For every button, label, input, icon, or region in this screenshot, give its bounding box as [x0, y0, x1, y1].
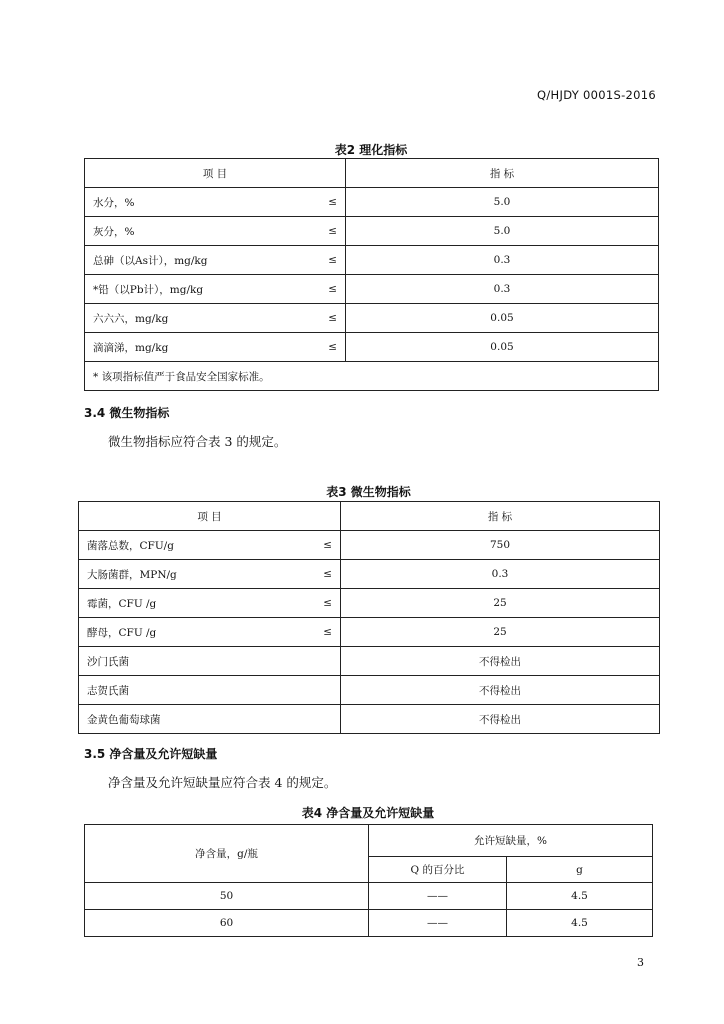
shortage-g: 4.5 — [507, 883, 653, 910]
col-header-index: 指 标 — [341, 502, 660, 531]
item-value: 0.3 — [341, 560, 660, 589]
item-name: 金黄色葡萄球菌 — [87, 713, 161, 726]
item-name: 滴滴涕，mg/kg — [93, 341, 169, 354]
item-value: 不得检出 — [341, 647, 660, 676]
item-value: 5.0 — [346, 188, 659, 217]
col-header-shortage: 允许短缺量，% — [369, 825, 653, 857]
item-name: *铅（以Pb计），mg/kg — [93, 283, 204, 296]
operator: ≤ — [323, 626, 332, 638]
table-header-row — [79, 502, 660, 531]
table-header-row — [85, 159, 659, 188]
table-note-row — [85, 362, 659, 391]
item-value: 25 — [341, 618, 660, 647]
table-row — [79, 676, 660, 705]
table-row — [85, 275, 659, 304]
item-value: 25 — [341, 589, 660, 618]
page-number: 3 — [637, 956, 644, 969]
section-text-3-4: 微生物指标应符合表 3 的规定。 — [108, 434, 287, 449]
col-header-q-percent: Q 的百分比 — [369, 857, 507, 883]
item-value: 不得检出 — [341, 676, 660, 705]
item-name: 大肠菌群，MPN/g — [87, 568, 177, 581]
table-row — [85, 217, 659, 246]
table2-caption: 表2 理化指标 — [334, 143, 408, 157]
section-text-3-5: 净含量及允许短缺量应符合表 4 的规定。 — [108, 775, 337, 790]
table4-caption: 表4 净含量及允许短缺量 — [301, 806, 435, 820]
table-row — [79, 705, 660, 734]
col-header-item: 项 目 — [79, 502, 341, 531]
table-row — [85, 246, 659, 275]
table-row — [79, 647, 660, 676]
item-value: 0.3 — [346, 275, 659, 304]
table3-caption: 表3 微生物指标 — [326, 485, 411, 499]
item-name: 总砷（以As计），mg/kg — [93, 254, 208, 267]
operator: ≤ — [328, 341, 337, 353]
table-row — [85, 333, 659, 362]
operator: ≤ — [328, 225, 337, 237]
col-header-item: 项 目 — [85, 159, 346, 188]
item-name: 菌落总数，CFU/g — [87, 539, 174, 552]
section-heading-3-4: 3.4 微生物指标 — [84, 406, 170, 420]
table-header-row — [85, 825, 653, 857]
item-name: 志贺氏菌 — [87, 684, 129, 697]
table-row — [79, 531, 660, 560]
q-percent: —— — [369, 910, 507, 937]
item-value: 750 — [341, 531, 660, 560]
document-code: Q/HJDY 0001S-2016 — [537, 88, 656, 102]
q-percent: —— — [369, 883, 507, 910]
col-header-net: 净含量，g/瓶 — [85, 825, 369, 883]
col-header-index: 指 标 — [346, 159, 659, 188]
operator: ≤ — [323, 539, 332, 551]
table3 — [78, 501, 660, 734]
table-row — [85, 883, 653, 910]
operator: ≤ — [323, 568, 332, 580]
net-content: 50 — [85, 883, 369, 910]
item-name: 酵母，CFU /g — [87, 626, 157, 639]
item-name: 灰分，% — [93, 225, 135, 238]
col-header-g: g — [507, 857, 653, 883]
table2 — [84, 158, 659, 391]
operator: ≤ — [328, 283, 337, 295]
item-value: 0.05 — [346, 333, 659, 362]
item-value: 5.0 — [346, 217, 659, 246]
shortage-g: 4.5 — [507, 910, 653, 937]
item-value: 不得检出 — [341, 705, 660, 734]
item-name: 沙门氏菌 — [87, 655, 129, 668]
table-row — [79, 589, 660, 618]
table-row — [79, 560, 660, 589]
operator: ≤ — [328, 196, 337, 208]
operator: ≤ — [323, 597, 332, 609]
operator: ≤ — [328, 254, 337, 266]
net-content: 60 — [85, 910, 369, 937]
operator: ≤ — [328, 312, 337, 324]
table-note: * 该项指标值严于食品安全国家标准。 — [85, 362, 659, 391]
table-row — [85, 910, 653, 937]
section-heading-3-5: 3.5 净含量及允许短缺量 — [84, 747, 218, 761]
table-row — [85, 188, 659, 217]
item-value: 0.05 — [346, 304, 659, 333]
item-value: 0.3 — [346, 246, 659, 275]
item-name: 霉菌，CFU /g — [87, 597, 157, 610]
item-name: 六六六，mg/kg — [93, 312, 169, 325]
table-row — [79, 618, 660, 647]
table4 — [84, 824, 653, 937]
table-row — [85, 304, 659, 333]
item-name: 水分，% — [93, 196, 135, 209]
